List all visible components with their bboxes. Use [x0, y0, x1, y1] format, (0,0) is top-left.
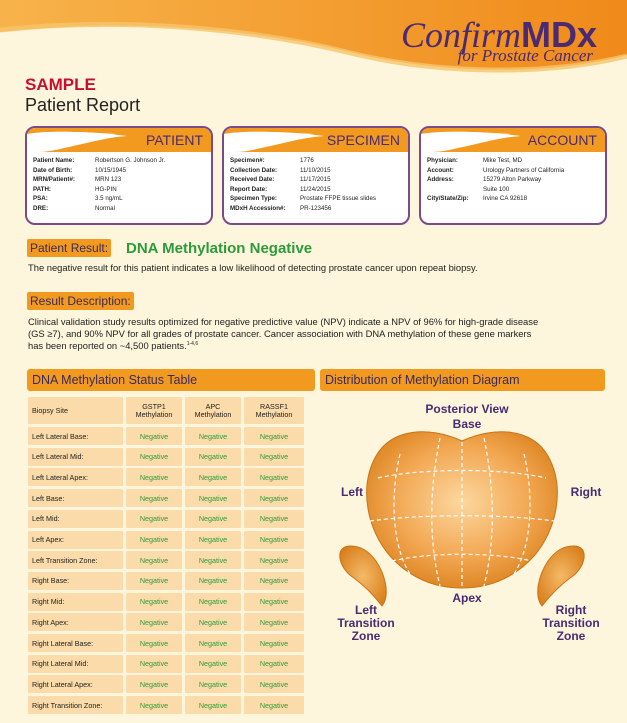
table-status-cell: Negative	[244, 655, 304, 673]
account-detail-row	[427, 156, 599, 166]
table-status-cell: Negative	[126, 613, 182, 631]
result-description-label: Result Description:	[27, 292, 134, 310]
detail-value: Prostate FFPE tissue slides	[300, 195, 376, 203]
table-site-cell: Right Mid:	[28, 593, 123, 611]
patient-detail-row	[33, 185, 205, 195]
specimen-detail-row	[230, 175, 402, 185]
detail-key: Date of Birth:	[33, 166, 73, 174]
specimen-details	[224, 152, 408, 214]
table-site-cell: Right Apex:	[28, 613, 123, 631]
left-transition-zone-label: Left Transition Zone	[337, 603, 395, 643]
table-status-cell: Negative	[244, 427, 304, 445]
detail-key: PSA:	[33, 195, 48, 203]
table-status-cell: Negative	[126, 551, 182, 569]
detail-key: Patient Name:	[33, 157, 75, 164]
detail-key: Received Date:	[230, 176, 275, 184]
patient-detail-row	[33, 166, 205, 176]
table-status-cell: Negative	[126, 510, 182, 528]
table-status-cell: Negative	[244, 593, 304, 611]
methylation-table-title: DNA Methylation Status Table	[27, 369, 315, 391]
detail-key: MRN/Patient#:	[33, 176, 75, 184]
table-status-cell: Negative	[244, 634, 304, 652]
detail-value: 3.5 ng/mL	[95, 195, 123, 203]
table-status-cell: Negative	[126, 572, 182, 590]
account-card	[419, 126, 607, 225]
table-status-cell: Negative	[185, 510, 241, 528]
table-status-cell: Negative	[185, 655, 241, 673]
table-status-cell: Negative	[126, 468, 182, 486]
detail-value: 11/24/2015	[300, 185, 331, 193]
table-status-cell: Negative	[244, 448, 304, 466]
patient-detail-row	[33, 204, 205, 214]
left-transition-zone	[340, 546, 386, 606]
description-line: has been reported on ~4,500 patients.$^{1-4,6}$	[28, 340, 199, 352]
patient-detail-row	[33, 175, 205, 185]
table-status-cell: Negative	[126, 675, 182, 693]
detail-key: City/State/Zip:	[427, 195, 469, 203]
card-header	[27, 128, 211, 152]
detail-key: DRE:	[33, 204, 49, 212]
table-header: RASSF1 Methylation	[244, 397, 304, 424]
methylation-diagram-title: Distribution of Methylation Diagram	[320, 369, 605, 391]
table-status-cell: Negative	[185, 593, 241, 611]
detail-key: Address:	[427, 176, 454, 184]
table-site-cell: Left Apex:	[28, 531, 123, 549]
right-transition-zone	[538, 546, 584, 606]
detail-key: Collection Date:	[230, 166, 278, 174]
table-status-cell: Negative	[244, 551, 304, 569]
detail-value: MRN 123	[95, 176, 122, 184]
table-status-cell: Negative	[126, 655, 182, 673]
table-status-cell: Negative	[185, 531, 241, 549]
table-site-cell: Left Lateral Mid:	[28, 448, 123, 466]
brand-tagline: for Prostate Cancer	[457, 46, 593, 65]
detail-value: 11/10/2015	[300, 166, 331, 174]
detail-value: Normal	[95, 204, 115, 212]
result-description-text	[28, 316, 608, 352]
table-status-cell: Negative	[126, 634, 182, 652]
card-title: ACCOUNT	[527, 132, 597, 148]
detail-value: 10/15/1945	[95, 166, 126, 174]
account-detail-row	[427, 194, 599, 204]
table-status-cell: Negative	[185, 572, 241, 590]
detail-value: 1776	[300, 157, 314, 164]
table-status-cell: Negative	[126, 489, 182, 507]
table-header: APC Methylation	[185, 397, 241, 424]
description-line: (GS ≥7), and 90% NPV for all grades of prostate cancer. Cancer association with DNA methylation of these gene markers	[28, 327, 532, 339]
patient-result-text: The negative result for this patient indicates a low likelihood of detecting prostate cancer upon repeat biopsy.	[28, 262, 478, 273]
table-status-cell: Negative	[126, 696, 182, 714]
specimen-detail-row	[230, 194, 402, 204]
detail-value: HG-PIN	[95, 185, 117, 193]
detail-key: Specimen Type:	[230, 195, 277, 203]
table-site-cell: Left Mid:	[28, 510, 123, 528]
table-status-cell: Negative	[244, 531, 304, 549]
detail-value: Mike Test, MD	[483, 157, 523, 164]
specimen-detail-row	[230, 185, 402, 195]
account-detail-row	[427, 166, 599, 176]
left-label: Left	[341, 485, 363, 499]
view-label: Posterior View	[425, 402, 509, 416]
table-status-cell: Negative	[126, 531, 182, 549]
page-title: Patient Report	[25, 95, 141, 115]
table-status-cell: Negative	[244, 468, 304, 486]
table-status-cell: Negative	[185, 613, 241, 631]
table-site-cell: Left Base:	[28, 489, 123, 507]
patient-result-label: Patient Result:	[27, 239, 111, 257]
table-status-cell: Negative	[244, 572, 304, 590]
description-line: Clinical validation study results optimized for negative predictive value (NPV) indicate a NPV of 96% for high-grade disease	[28, 316, 539, 327]
account-detail-row	[427, 175, 599, 185]
specimen-detail-row	[230, 166, 402, 176]
table-status-cell: Negative	[244, 613, 304, 631]
table-site-cell: Left Transition Zone:	[28, 551, 123, 569]
detail-value: Irvine CA 92618	[483, 195, 528, 203]
table-status-cell: Negative	[185, 696, 241, 714]
base-label: Base	[452, 417, 482, 431]
detail-value: 11/17/2015	[300, 176, 331, 184]
detail-key: Report Date:	[230, 185, 268, 193]
table-status-cell: Negative	[185, 427, 241, 445]
card-header	[421, 128, 605, 152]
table-status-cell: Negative	[185, 551, 241, 569]
table-site-cell: Left Lateral Base:	[28, 427, 123, 445]
detail-value: Urology Partners of California	[483, 166, 565, 174]
account-detail-row	[427, 185, 599, 195]
sample-stamp: SAMPLE	[25, 75, 96, 94]
table-header: Biopsy Site	[28, 397, 123, 424]
table-status-cell: Negative	[244, 510, 304, 528]
detail-value: 15279 Alton Parkway	[483, 176, 542, 184]
table-status-cell: Negative	[185, 468, 241, 486]
table-header: GSTP1 Methylation	[126, 397, 182, 424]
brand-logo: ConfirmMDx	[400, 14, 597, 55]
card-title: SPECIMEN	[326, 132, 400, 148]
detail-key: MDxH Accession#:	[230, 204, 286, 212]
table-status-cell: Negative	[126, 448, 182, 466]
specimen-detail-row	[230, 156, 402, 166]
card-title: PATIENT	[145, 132, 203, 148]
detail-key: Account:	[427, 166, 454, 174]
right-transition-zone-label: Right Transition Zone	[542, 603, 600, 643]
prostate-diagram	[320, 396, 610, 716]
table-status-cell: Negative	[185, 675, 241, 693]
patient-detail-row	[33, 194, 205, 204]
table-site-cell: Right Base:	[28, 572, 123, 590]
detail-value: Robertson G. Johnson Jr.	[95, 157, 166, 164]
table-status-cell: Negative	[244, 489, 304, 507]
table-status-cell: Negative	[126, 427, 182, 445]
detail-value: Suite 100	[483, 185, 510, 193]
table-status-cell: Negative	[126, 593, 182, 611]
patient-card	[25, 126, 213, 225]
apex-label: Apex	[452, 591, 482, 605]
table-site-cell: Right Transition Zone:	[28, 696, 123, 714]
card-header	[224, 128, 408, 152]
patient-detail-row	[33, 156, 205, 166]
patient-details	[27, 152, 211, 214]
specimen-card	[222, 126, 410, 225]
table-status-cell: Negative	[244, 675, 304, 693]
citation-superscript: 1-4,6	[186, 341, 199, 347]
table-site-cell: Right Lateral Base:	[28, 634, 123, 652]
table-status-cell: Negative	[185, 448, 241, 466]
table-site-cell: Left Lateral Apex:	[28, 468, 123, 486]
table-status-cell: Negative	[185, 634, 241, 652]
patient-result-value: DNA Methylation Negative	[126, 240, 313, 257]
account-details	[421, 152, 605, 204]
detail-key: Physician:	[427, 157, 458, 164]
detail-key: PATH:	[33, 185, 51, 193]
detail-key: Specimen#:	[230, 157, 265, 164]
detail-value: PR-123456	[300, 204, 332, 212]
table-site-cell: Right Lateral Mid:	[28, 655, 123, 673]
table-status-cell: Negative	[244, 696, 304, 714]
table-status-cell: Negative	[185, 489, 241, 507]
table-site-cell: Right Lateral Apex:	[28, 675, 123, 693]
detail-key	[427, 185, 483, 195]
right-label: Right	[570, 485, 602, 499]
specimen-detail-row	[230, 204, 402, 214]
